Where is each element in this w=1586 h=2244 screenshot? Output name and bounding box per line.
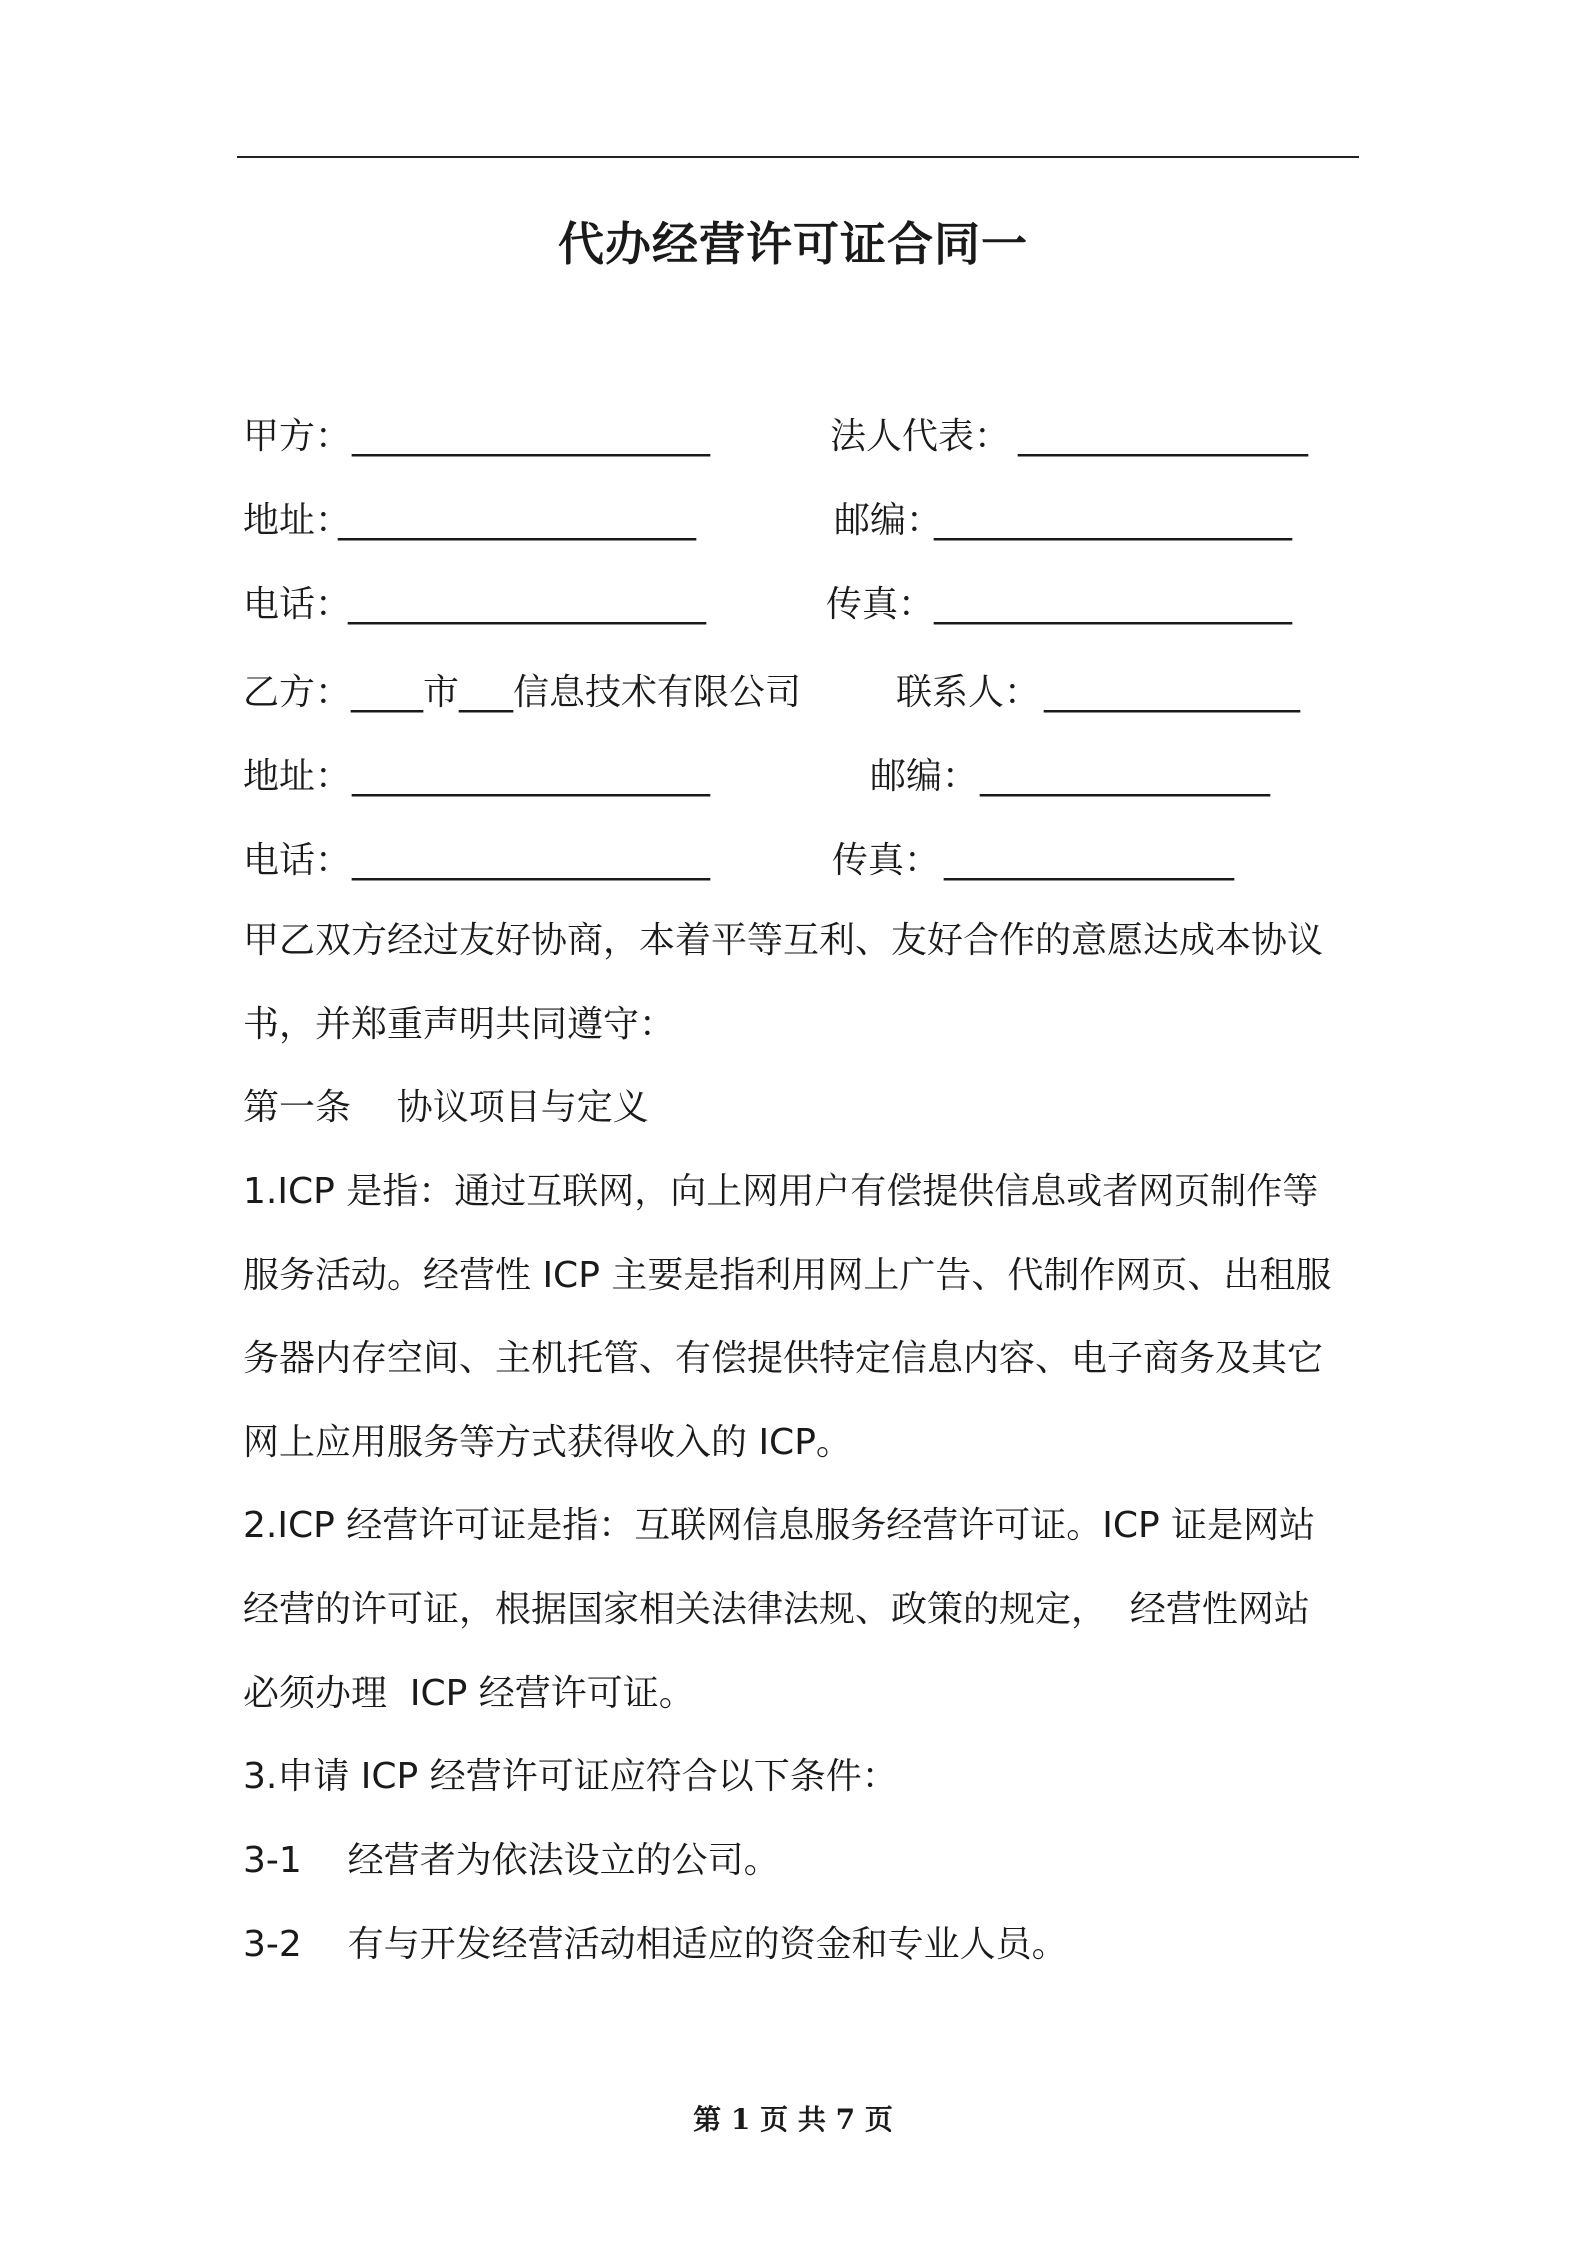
party-a-address-blank: _____________________	[338, 500, 695, 541]
party-a-name-blank: _____________________	[352, 416, 709, 457]
party-a-postcode-blank: _____________________	[934, 500, 1291, 541]
party-b-address-blank: _____________________	[352, 756, 709, 797]
section-heading: 第一条 协议项目与定义	[243, 1087, 649, 1128]
body-line: 3-2 有与开发经营活动相适应的资金和专业人员。	[243, 1924, 1068, 1965]
body-line: 书，并郑重声明共同遵守：	[243, 1004, 676, 1045]
party-a-rep-blank: _________________	[1018, 416, 1307, 457]
header-rule	[237, 156, 1359, 158]
body-line: 3-1 经营者为依法设立的公司。	[243, 1840, 780, 1881]
party-a-fax-blank: _____________________	[934, 584, 1291, 625]
body-line: 3.申请 ICP 经营许可证应符合以下条件：	[243, 1756, 898, 1797]
party-a-fax-label: 传真：	[826, 584, 935, 625]
party-a-name-label: 甲方：	[243, 416, 352, 457]
body-line: 1.ICP 是指：通过互联网，向上网用户有偿提供信息或者网页制作等	[243, 1171, 1319, 1212]
party-a-phone-label: 电话：	[243, 584, 352, 625]
body-line: 网上应用服务等方式获得收入的 ICP。	[243, 1422, 852, 1463]
party-b-address-label: 地址：	[243, 756, 352, 797]
body-line: 经营的许可证，根据国家相关法律法规、政策的规定， 经营性网站	[243, 1589, 1310, 1630]
party-a-postcode-label: 邮编：	[834, 500, 943, 541]
party-b-postcode-label: 邮编：	[870, 756, 979, 797]
party-b-fax-blank: _________________	[944, 840, 1233, 881]
document-title: 代办经营许可证合同一	[558, 217, 1028, 271]
party-b-postcode-blank: _________________	[980, 756, 1269, 797]
party-b-name: 乙方：____市___信息技术有限公司	[243, 672, 802, 713]
body-line: 2.ICP 经营许可证是指：互联网信息服务经营许可证。ICP 证是网站	[243, 1505, 1316, 1546]
party-b-contact-label: 联系人：	[896, 672, 1041, 713]
party-a-rep-label: 法人代表：	[830, 416, 1011, 457]
body-line: 甲乙双方经过友好协商，本着平等互利、友好合作的意愿达成本协议	[243, 920, 1324, 961]
body-line: 务器内存空间、主机托管、有偿提供特定信息内容、电子商务及其它	[243, 1338, 1324, 1379]
page-number: 第 1 页 共 7 页	[693, 2103, 893, 2136]
party-b-phone-label: 电话：	[243, 840, 352, 881]
party-b-phone-blank: _____________________	[352, 840, 709, 881]
party-a-phone-blank: _____________________	[348, 584, 705, 625]
party-a-address-label: 地址：	[243, 500, 352, 541]
party-b-contact-blank: _______________	[1044, 672, 1299, 713]
party-b-fax-label: 传真：	[832, 840, 941, 881]
body-line: 服务活动。经营性 ICP 主要是指利用网上广告、代制作网页、出租服	[243, 1255, 1332, 1296]
body-line: 必须办理 ICP 经营许可证。	[243, 1673, 695, 1714]
